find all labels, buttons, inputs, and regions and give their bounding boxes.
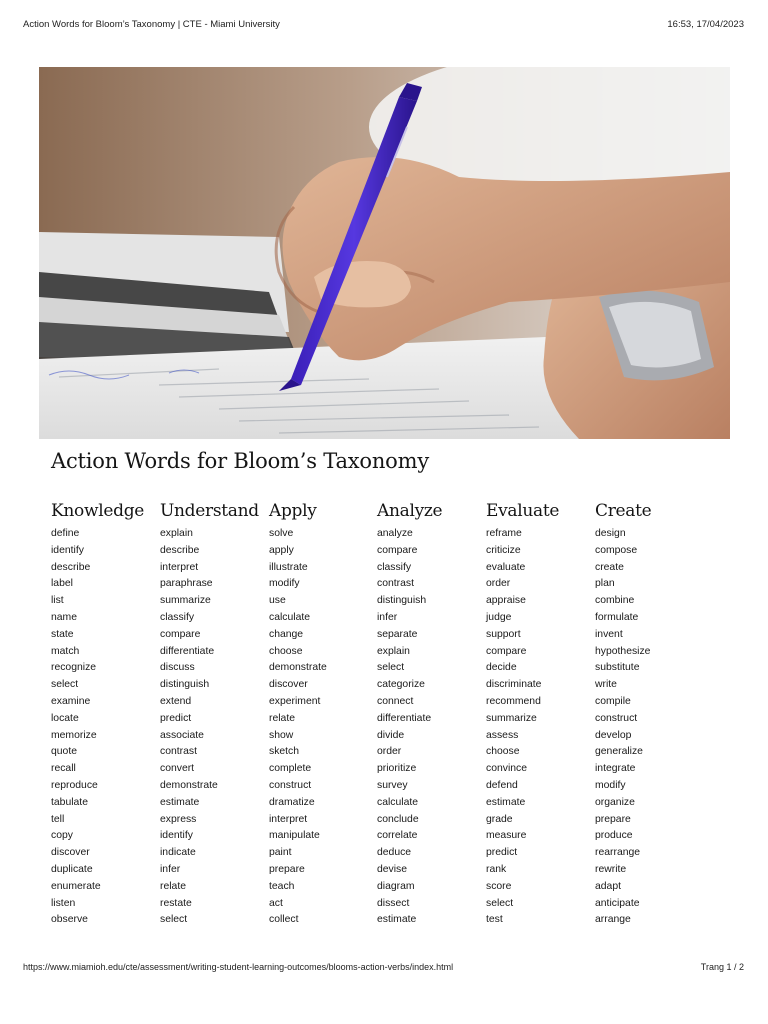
verb-item: hypothesize xyxy=(595,645,651,657)
verb-item: predict xyxy=(160,712,192,724)
verb-item: recommend xyxy=(486,695,541,707)
verb-item: select xyxy=(160,914,188,926)
verb-item: express xyxy=(160,813,197,825)
verb-item: interpret xyxy=(160,561,199,573)
verb-item: prepare xyxy=(595,813,631,825)
verb-item: order xyxy=(486,578,511,590)
page-title: Action Words for Bloom’s Taxonomy xyxy=(51,449,429,473)
verb-item: listen xyxy=(51,897,76,909)
verb-item: discuss xyxy=(160,662,195,674)
print-footer-url: https://www.miamioh.edu/cte/assessment/writing-student-learning-outcomes/blooms-action-verbs/index.html xyxy=(23,962,454,972)
print-footer-page-number: Trang 1 / 2 xyxy=(700,962,744,972)
verb-list xyxy=(377,526,487,929)
verb-item: tell xyxy=(51,813,65,825)
verb-item: conclude xyxy=(377,813,419,825)
print-footer xyxy=(0,958,768,978)
verb-item: recognize xyxy=(51,662,97,674)
verb-item: reframe xyxy=(486,528,522,539)
verb-item: contrast xyxy=(377,578,414,590)
verb-item: quote xyxy=(51,746,78,758)
verb-item: adapt xyxy=(595,880,622,892)
verb-item: classify xyxy=(377,561,412,573)
verb-item: act xyxy=(269,897,283,909)
verb-item: select xyxy=(51,679,79,691)
column-heading: Analyze xyxy=(377,501,443,521)
verb-item: convert xyxy=(160,763,195,775)
verb-item: analyze xyxy=(377,528,413,539)
verb-item: categorize xyxy=(377,679,425,691)
verb-item: classify xyxy=(160,611,195,623)
verb-item: connect xyxy=(377,695,414,707)
verb-item: assess xyxy=(486,729,519,741)
verb-item: rearrange xyxy=(595,847,641,859)
verb-item: rewrite xyxy=(595,863,627,875)
verb-item: solve xyxy=(269,528,294,539)
verb-item: compose xyxy=(595,544,638,556)
verb-item: apply xyxy=(269,544,294,556)
verb-item: construct xyxy=(269,779,312,791)
verb-item: observe xyxy=(51,914,88,926)
verb-list xyxy=(486,526,596,929)
verb-item: grade xyxy=(486,813,513,825)
verb-item: tabulate xyxy=(51,796,88,808)
verb-item: arrange xyxy=(595,914,631,926)
verb-item: generalize xyxy=(595,746,643,758)
verb-item: plan xyxy=(595,578,615,590)
verb-item: formulate xyxy=(595,611,639,623)
verb-item: differentiate xyxy=(160,645,215,657)
verb-item: indicate xyxy=(160,847,196,859)
verb-item: interpret xyxy=(269,813,308,825)
verb-item: construct xyxy=(595,712,638,724)
verb-item: organize xyxy=(595,796,635,808)
verb-list xyxy=(160,526,270,929)
verb-item: devise xyxy=(377,863,408,875)
verb-item: diagram xyxy=(377,880,415,892)
verb-item: teach xyxy=(269,880,295,892)
verb-item: judge xyxy=(486,611,512,623)
verb-item: correlate xyxy=(377,830,418,842)
verb-item: memorize xyxy=(51,729,97,741)
verb-item: paint xyxy=(269,847,292,859)
verb-item: distinguish xyxy=(160,679,210,691)
verb-item: extend xyxy=(160,695,192,707)
verb-item: demonstrate xyxy=(160,779,218,791)
verb-item: reproduce xyxy=(51,779,98,791)
verb-list xyxy=(51,526,161,929)
hero-image xyxy=(39,67,730,439)
verb-item: decide xyxy=(486,662,517,674)
verb-item: recall xyxy=(51,763,76,775)
photo-hand-writing-with-purple-pen-icon xyxy=(39,67,730,439)
verb-item: prepare xyxy=(269,863,305,875)
verb-item: enumerate xyxy=(51,880,101,892)
verb-item: appraise xyxy=(486,595,526,607)
verb-item: defend xyxy=(486,779,518,791)
verb-item: discover xyxy=(269,679,308,691)
verb-item: discover xyxy=(51,847,90,859)
verb-item: experiment xyxy=(269,695,321,707)
column-understand xyxy=(160,500,270,929)
verb-item: combine xyxy=(595,595,635,607)
verb-item: compare xyxy=(486,645,527,657)
verb-item: survey xyxy=(377,779,408,791)
verb-item: deduce xyxy=(377,847,412,859)
column-heading: Create xyxy=(595,501,652,521)
column-heading: Knowledge xyxy=(51,501,145,521)
verb-item: relate xyxy=(269,712,295,724)
verb-item: discriminate xyxy=(486,679,542,691)
verb-item: write xyxy=(595,679,617,691)
verb-item: anticipate xyxy=(595,897,640,909)
verb-item: modify xyxy=(595,779,626,791)
column-heading: Evaluate xyxy=(486,501,560,521)
verb-item: divide xyxy=(377,729,405,741)
verb-item: rank xyxy=(486,863,507,875)
column-analyze xyxy=(377,500,487,929)
print-header xyxy=(0,0,768,40)
verb-item: describe xyxy=(160,544,200,556)
verb-item: measure xyxy=(486,830,527,842)
verb-item: support xyxy=(486,628,521,640)
verb-item: match xyxy=(51,645,80,657)
verb-item: identify xyxy=(160,830,193,842)
verb-item: state xyxy=(51,628,74,640)
verb-item: demonstrate xyxy=(269,662,327,674)
verb-item: describe xyxy=(51,561,91,573)
verb-item: substitute xyxy=(595,662,640,674)
verb-item: identify xyxy=(51,544,84,556)
verb-item: locate xyxy=(51,712,79,724)
verb-item: produce xyxy=(595,830,633,842)
print-header-title: Action Words for Bloom’s Taxonomy | CTE - Miami University xyxy=(23,19,280,30)
verb-item: summarize xyxy=(486,712,537,724)
verb-item: illustrate xyxy=(269,561,308,573)
verb-item: infer xyxy=(160,863,181,875)
verb-list xyxy=(269,526,379,929)
column-heading: Understand xyxy=(160,501,259,521)
verb-item: summarize xyxy=(160,595,211,607)
verb-item: score xyxy=(486,880,512,892)
verb-item: differentiate xyxy=(377,712,432,724)
verb-item: select xyxy=(486,897,514,909)
verb-item: sketch xyxy=(269,746,300,758)
verb-item: associate xyxy=(160,729,204,741)
verb-item: order xyxy=(377,746,402,758)
verb-item: distinguish xyxy=(377,595,427,607)
verb-item: choose xyxy=(269,645,303,657)
verb-item: calculate xyxy=(269,611,311,623)
verb-item: select xyxy=(377,662,405,674)
verb-list xyxy=(595,526,705,929)
verb-item: complete xyxy=(269,763,312,775)
verb-item: convince xyxy=(486,763,528,775)
verb-item: explain xyxy=(377,645,410,657)
verb-item: change xyxy=(269,628,304,640)
verb-item: explain xyxy=(160,528,193,539)
verb-item: define xyxy=(51,528,80,539)
verb-item: integrate xyxy=(595,763,636,775)
taxonomy-table xyxy=(51,500,711,930)
verb-item: test xyxy=(486,914,503,926)
verb-item: design xyxy=(595,528,626,539)
verb-item: develop xyxy=(595,729,632,741)
verb-item: evaluate xyxy=(486,561,526,573)
verb-item: compare xyxy=(377,544,418,556)
verb-item: invent xyxy=(595,628,623,640)
verb-item: collect xyxy=(269,914,299,926)
verb-item: compare xyxy=(160,628,201,640)
verb-item: show xyxy=(269,729,294,741)
verb-item: restate xyxy=(160,897,192,909)
verb-item: estimate xyxy=(160,796,200,808)
verb-item: copy xyxy=(51,830,73,842)
verb-item: prioritize xyxy=(377,763,417,775)
verb-item: duplicate xyxy=(51,863,93,875)
verb-item: calculate xyxy=(377,796,419,808)
verb-item: use xyxy=(269,595,286,607)
verb-item: relate xyxy=(160,880,186,892)
column-knowledge xyxy=(51,500,161,929)
verb-item: list xyxy=(51,595,64,607)
verb-item: manipulate xyxy=(269,830,320,842)
verb-item: modify xyxy=(269,578,300,590)
verb-item: name xyxy=(51,611,77,623)
verb-item: label xyxy=(51,578,73,590)
verb-item: separate xyxy=(377,628,418,640)
verb-item: dramatize xyxy=(269,796,315,808)
verb-item: estimate xyxy=(486,796,526,808)
verb-item: examine xyxy=(51,695,91,707)
verb-item: predict xyxy=(486,847,518,859)
verb-item: criticize xyxy=(486,544,521,556)
verb-item: contrast xyxy=(160,746,197,758)
verb-item: paraphrase xyxy=(160,578,213,590)
verb-item: infer xyxy=(377,611,398,623)
column-apply xyxy=(269,500,379,929)
verb-item: estimate xyxy=(377,914,417,926)
column-heading: Apply xyxy=(269,501,317,521)
verb-item: choose xyxy=(486,746,520,758)
verb-item: dissect xyxy=(377,897,410,909)
verb-item: create xyxy=(595,561,624,573)
print-header-datetime: 16:53, 17/04/2023 xyxy=(667,19,744,30)
column-create xyxy=(595,500,705,929)
verb-item: compile xyxy=(595,695,631,707)
column-evaluate xyxy=(486,500,596,929)
